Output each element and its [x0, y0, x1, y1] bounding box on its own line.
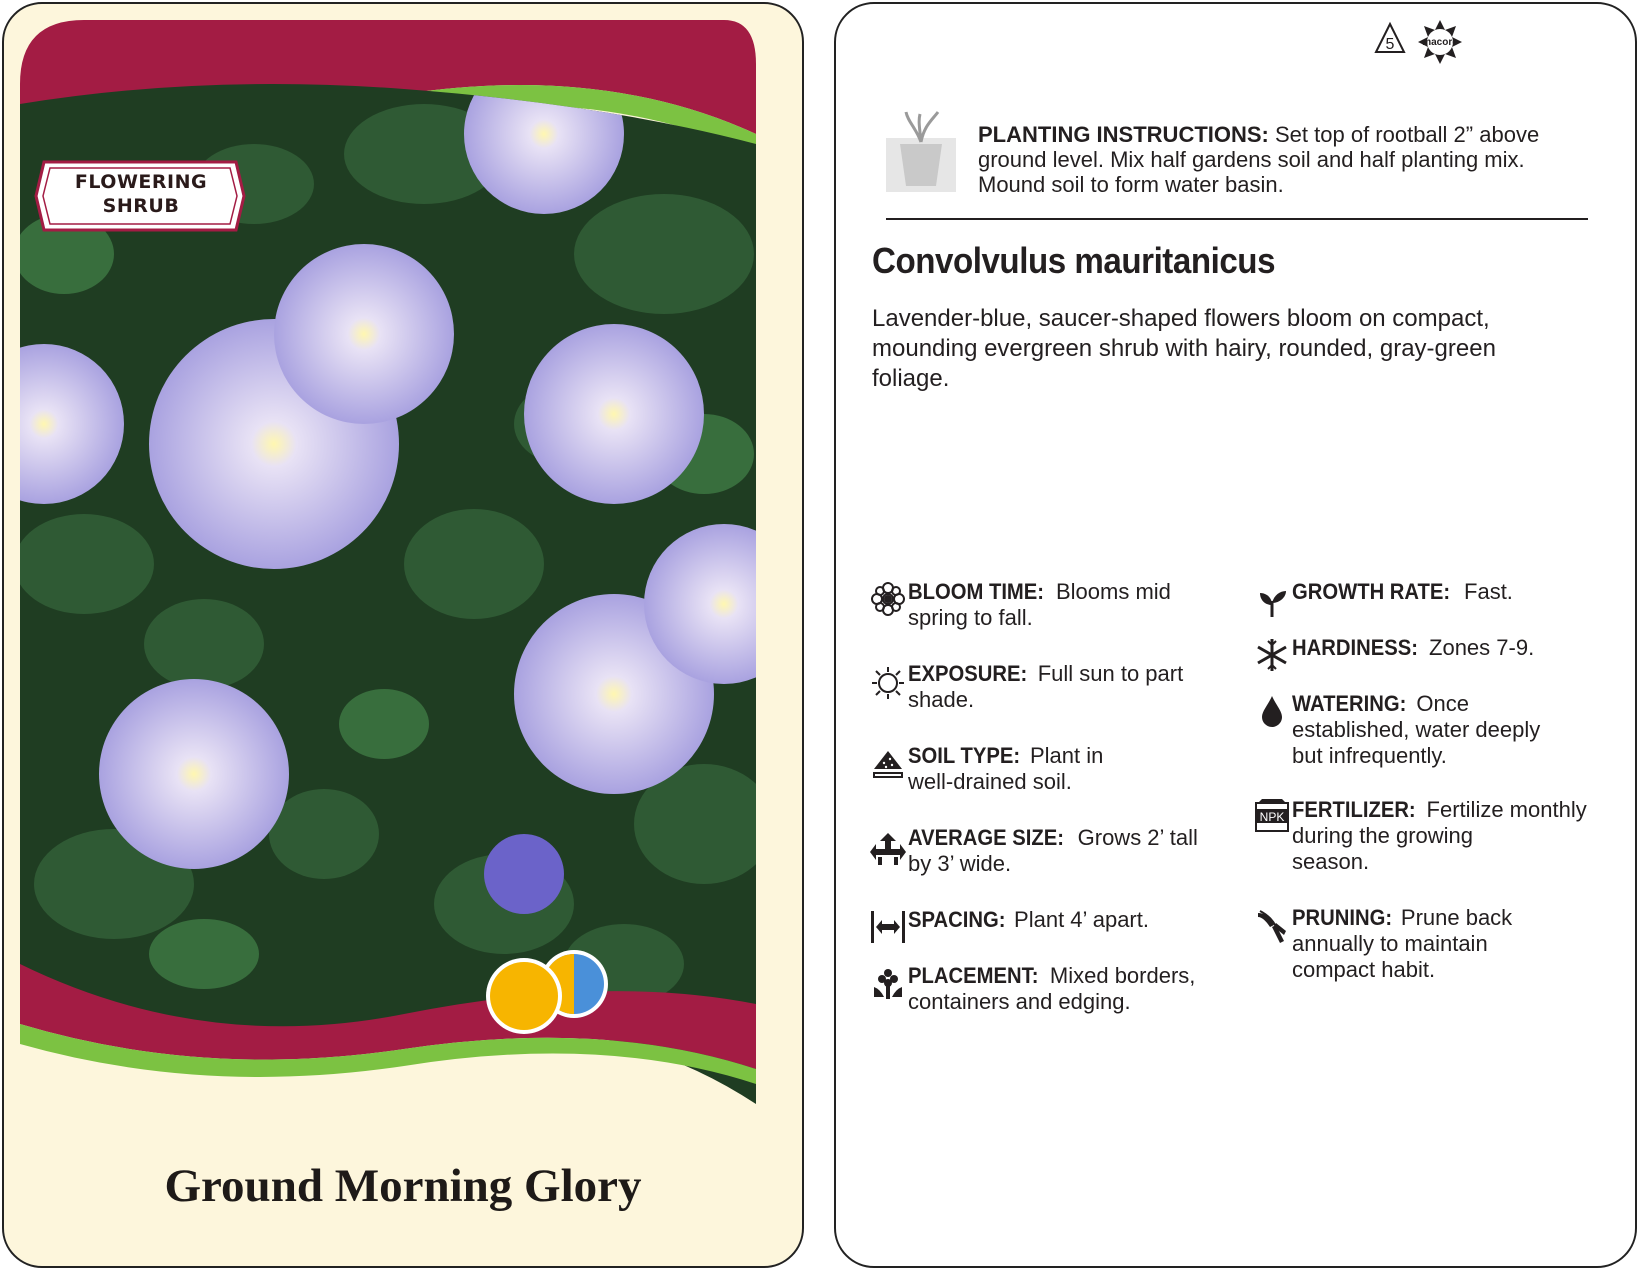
snowflake-icon — [1254, 637, 1290, 673]
planting-label: PLANTING INSTRUCTIONS: — [978, 122, 1269, 147]
watering-label: WATERING: — [1292, 691, 1407, 716]
macore-logo — [1416, 18, 1464, 66]
plant-tag-front — [2, 2, 804, 1268]
spacing-icon — [870, 909, 906, 945]
potted-plant-icon — [886, 108, 956, 194]
fertilizer-text2: during the growing — [1292, 823, 1474, 848]
soil-icon — [870, 747, 906, 783]
placement-text: Mixed borders, — [1043, 963, 1196, 988]
sun-icon — [486, 958, 562, 1034]
fertilizer-label: FERTILIZER: — [1292, 797, 1416, 822]
flower-icon — [870, 581, 906, 617]
exposure-text2: shade. — [908, 687, 975, 712]
watering-text2: established, water deeply — [1292, 717, 1541, 742]
average-size-text2: by 3’ wide. — [908, 851, 1012, 876]
spacing-label: SPACING: — [908, 907, 1006, 932]
plant-tag-back — [834, 2, 1637, 1268]
pruning-label: PRUNING: — [1292, 905, 1393, 930]
sprout-icon — [1254, 583, 1290, 619]
average-size-label: AVERAGE SIZE: — [908, 825, 1064, 850]
placement-text2: containers and edging. — [908, 989, 1131, 1014]
recycle-number: 5 — [1385, 36, 1395, 53]
exposure-text: Full sun to part — [1031, 661, 1184, 686]
divider — [886, 218, 1588, 220]
soil-type-text2: well-drained soil. — [908, 769, 1072, 794]
placement-label: PLACEMENT: — [908, 963, 1039, 988]
fertilizer-text: Fertilize monthly — [1420, 797, 1587, 822]
sun-outline-icon — [870, 665, 906, 701]
plant-description: Lavender-blue, saucer-shaped flowers bloom on compact, mounding evergreen shrub with hairy, rounded, gray-green foliage. — [872, 305, 1496, 392]
macore-text: macore — [1422, 37, 1458, 48]
soil-type-text: Plant in — [1023, 743, 1104, 768]
badge-line1: FLOWERING — [74, 171, 208, 193]
planting-instructions — [978, 122, 1578, 197]
bloom-time-text2: spring to fall. — [908, 605, 1033, 630]
hardiness-text: Zones 7-9. — [1422, 635, 1535, 660]
pruning-text: Prune back — [1394, 905, 1513, 930]
bloom-time-label: BLOOM TIME: — [908, 579, 1045, 604]
common-name: Ground Morning Glory — [164, 1160, 642, 1212]
bloom-time-text: Blooms mid — [1049, 579, 1171, 604]
recycle-5-icon — [1372, 20, 1408, 60]
scientific-name: Convolvulus mauritanicus — [872, 240, 1276, 281]
category-badge — [36, 170, 246, 218]
growth-rate-text: Fast. — [1457, 579, 1513, 604]
exposure-label: EXPOSURE: — [908, 661, 1028, 686]
npk-icon — [1254, 797, 1290, 833]
watering-text: Once — [1410, 691, 1469, 716]
npk-icon-text: NPK — [1259, 810, 1285, 824]
size-icon — [870, 831, 906, 867]
watering-text3: but infrequently. — [1292, 743, 1447, 768]
pruners-icon — [1254, 909, 1290, 945]
soil-type-label: SOIL TYPE: — [908, 743, 1021, 768]
badge-line2: SHRUB — [102, 195, 180, 217]
hardiness-label: HARDINESS: — [1292, 635, 1418, 660]
planting-text: Set top of rootball 2” above ground level. Mix half gardens soil and half planting mix. Mound soil to form water basin. — [978, 122, 1540, 197]
pruning-text2: annually to maintain — [1292, 931, 1488, 956]
placement-icon — [870, 967, 906, 1003]
fertilizer-text3: season. — [1292, 849, 1370, 874]
water-drop-icon — [1254, 693, 1290, 729]
growth-rate-label: GROWTH RATE: — [1292, 579, 1451, 604]
pruning-text3: compact habit. — [1292, 957, 1436, 982]
average-size-text: Grows 2’ tall — [1071, 825, 1198, 850]
spacing-text: Plant 4’ apart. — [1007, 907, 1149, 932]
